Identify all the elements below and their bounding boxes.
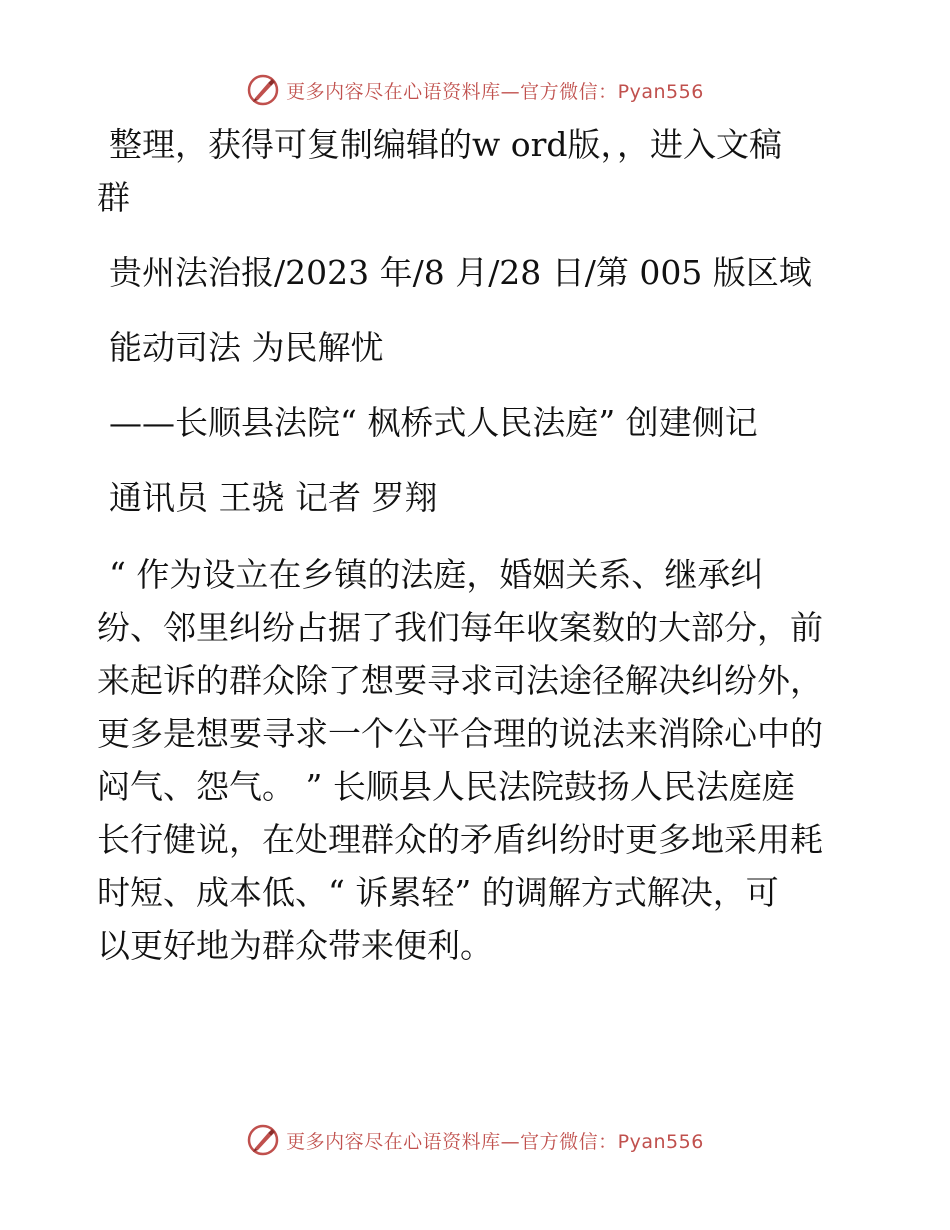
body-line: 来起诉的群众除了想要寻求司法途径解决纠纷外， <box>97 661 823 700</box>
body-line: 以更好地为群众带来便利。 <box>97 926 493 965</box>
subheadline: ——长顺县法院“ 枫桥式人民法庭” 创建侧记 <box>109 403 758 442</box>
headline: 能动司法 为民解忧 <box>109 328 384 367</box>
document-body <box>97 118 857 972</box>
body-line: 更多是想要寻求一个公平合理的说法来消除心中的 <box>97 714 823 753</box>
body-line: 长行健说，在处理群众的矛盾纠纷时更多地采用耗 <box>97 820 823 859</box>
body-line: 时短、成本低、“ 诉累轻” 的调解方式解决，可 <box>97 873 779 912</box>
body-line: 闷气、怨气。 ” 长顺县人民法院鼓扬人民法庭庭 <box>97 767 795 806</box>
header-watermark-banner <box>0 70 950 110</box>
pen-logo-icon <box>246 73 280 107</box>
footer-watermark-banner <box>0 1120 950 1160</box>
body-line: 纷、邻里纠纷占据了我们每年收案数的大部分，前 <box>97 608 823 647</box>
lead-line-2: 群 <box>97 178 130 217</box>
watermark-text: 更多内容尽在心语资料库—官方微信：Pyan556 <box>286 80 704 103</box>
lead-line-1: 整理，获得可复制编辑的w ord版，，进入文稿 <box>109 125 783 164</box>
pen-logo-icon <box>246 1123 280 1157</box>
body-line: “ 作为设立在乡镇的法庭，婚姻关系、继承纠 <box>109 555 764 594</box>
byline: 通讯员 王骁 记者 罗翔 <box>109 478 438 517</box>
source-line: 贵州法治报/2023 年/8 月/28 日/第 005 版区域 <box>109 253 812 292</box>
watermark-text: 更多内容尽在心语资料库—官方微信：Pyan556 <box>286 1130 704 1153</box>
